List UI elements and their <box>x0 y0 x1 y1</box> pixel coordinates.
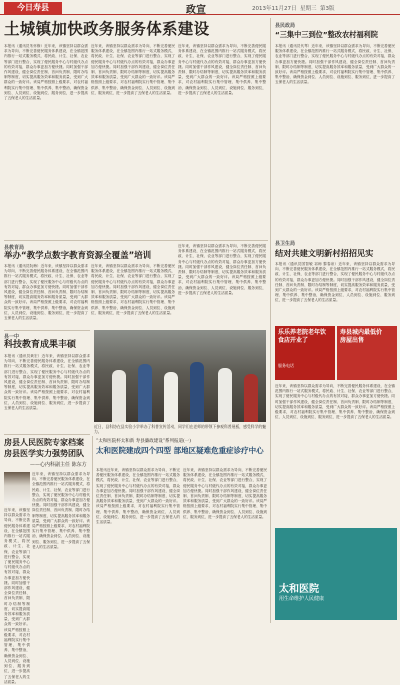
right-top-text: 近年来，该镇坚持以群众需求为导向，不断完善便民服务体系建设，在全镇范围内推行一站式服务模式，将民政、计生、社保、农业等部门进行整合，实现了便民服务中心与村级代办点的有效对接，群众办事更加方便快捷。同时加强干部作风建设，健全岗位责任制、首问负责制、限时办结制等制度，切实提高服务效率和服务质量，受到广大群众的一致好评。该局严格按照上级要求，对农村福利院实行集中管理、集中供养、集中整治，确保资金到位、人员到位、设施到位、服务到位，进一步提高了五保老人的生活质量。 <box>275 44 396 85</box>
divider-hospital <box>4 434 90 435</box>
series-text: 近年来，该镇坚持以群众需求为导向，不断完善便民服务体系建设，在全镇范围内推行一站式服务模式，将民政、计生、社保、农业等部门进行整合，实现了便民服务中心与村级代办点的有效对接，群众办事更加方便快捷。同时加强干部作风建设，健全岗位责任制、首问负责制、限时办结制等制度，切实提高服务效率和服务质量，受到广大群众的一致好评。该局严格按照上级要求，对农村福利院实行集中管理、集中供养、集中整治，确保资金到位、人员到位、设施到位、服务到位，进一步提高了五保老人的生活质量。 <box>96 468 181 525</box>
tech-body <box>4 354 90 430</box>
lead-body-col3: 近年来，该镇坚持以群众需求为导向，不断完善便民服务体系建设，在全镇范围内推行一站式服务模式，将民政、计生、社保、农业等部门进行整合，实现了便民服务中心与村级代办点的有效对接，群众办事更加方便快捷。同时加强干部作风建设，健全岗位责任制、首问负责制、限时办结制等制度，切实提高服务效率和服务质量，受到广大群众的一致好评。该局严格按照上级要求，对农村福利院实行集中管理、集中供养、集中整治，确保资金到位、人员到位、设施到位、服务到位，进一步提高了五保老人的生活质量。 <box>178 44 266 95</box>
ad2-line2: 房屋出售 <box>340 337 365 344</box>
ad1-phone: 服务电话 <box>278 363 294 368</box>
county-note-kicker: 县卫生局 <box>275 241 296 247</box>
training-text: 近年来，该镇坚持以群众需求为导向，不断完善便民服务体系建设，在全镇范围内推行一站式服务模式，将民政、计生、社保、农业等部门进行整合，实现了便民服务中心与村级代办点的有效对接，群众办事更加方便快捷。同时加强干部作风建设，健全岗位责任制、首问负责制、限时办结制等制度，切实提高服务效率和服务质量，受到广大群众的一致好评。该局严格按照上级要求，对农村福利院实行集中管理、集中供养、集中整治，确保资金到位、人员到位、设施到位、服务到位，进一步提高了五保老人的生活质量。 <box>4 264 89 321</box>
doctor-portrait <box>4 472 30 506</box>
series-body-col2: 近年来，该镇坚持以群众需求为导向，不断完善便民服务体系建设，在全镇范围内推行一站式服务模式，将民政、计生、社保、农业等部门进行整合，实现了便民服务中心与村级代办点的有效对接，群众办事更加方便快捷。同时加强干部作风建设，健全岗位责任制、首问负责制、限时办结制等制度，切实提高服务效率和服务质量，受到广大群众的一致好评。该局严格按照上级要求，对农村福利院实行集中管理、集中供养、集中整治，确保资金到位、人员到位、设施到位、服务到位，进一步提高了五保老人的生活质量。 <box>183 468 267 519</box>
ad-elderly-home <box>275 326 335 380</box>
training-headline: 举办“教学点数字教育资源全覆盖”培训 <box>4 251 152 261</box>
right-top-body <box>275 44 395 236</box>
news-photo <box>94 330 266 422</box>
ad-hospital-name: 太和医院 <box>279 584 319 595</box>
dateline <box>252 4 335 12</box>
photo-caption: 近日，县科协在县实验小学举办了科普宣传活动，同学们在老师的带领下参观科普展板，感受科学的魅力。 <box>94 424 266 435</box>
page-number: 第3版 <box>320 6 335 12</box>
tech-byline: 本报讯（通讯员黄宏） <box>4 354 42 358</box>
divider-series <box>92 436 93 623</box>
training-body-col3: 近年来，该镇坚持以群众需求为导向，不断完善便民服务体系建设，在全镇范围内推行一站式服务模式，将民政、计生、社保、农业等部门进行整合，实现了便民服务中心与村级代办点的有效对接，群众办事更加方便快捷。同时加强干部作风建设，健全岗位责任制、首问负责制、限时办结制等制度，切实提高服务效率和服务质量，受到广大群众的一致好评。该局严格按照上级要求，对农村福利院实行集中管理、集中供养、集中整治，确保资金到位、人员到位、设施到位、服务到位，进一步提高了五保老人的生活质量。 <box>178 244 266 295</box>
hospital-body: 近年来，该镇坚持以群众需求为导向，不断完善便民服务体系建设，在全镇范围内推行一站式服务模式，将民政、计生、社保、农业等部门进行整合，实现了便民服务中心与村级代办点的有效对接，群众办事更加方便快捷。同时加强干部作风建设，健全岗位责任制、首问负责制、限时办结制等制度，切实提高服务效率和服务质量，受到广大群众的一致好评。该局严格按照上级要求，对农村福利院实行集中管理、集中供养、集中整治，确保资金到位、人员到位、设施到位、服务到位，进一步提高了五保老人的生活质量。 <box>32 472 90 549</box>
divider-tech <box>4 330 90 331</box>
training-kicker: 县教育局 <box>4 245 25 251</box>
photo-figure <box>112 370 126 422</box>
lead-byline: 本报讯（通讯员朱怀修） <box>4 44 45 48</box>
lead-headline: 土城镇加快政务服务体系建设 <box>4 20 210 38</box>
ad1-line1: 乐乐养老院老年饮 <box>278 329 327 336</box>
lead-body-col1 <box>4 44 88 236</box>
issue-weekday: 星期三 <box>300 6 317 12</box>
series-body-col1 <box>96 468 180 620</box>
series-headline: 太和医院建成四个四型 部地区疑难危重症诊疗中心 <box>96 446 264 455</box>
training-byline: 本报讯（通讯员阮梅） <box>4 264 41 268</box>
ad-taihe-hospital <box>275 528 397 620</box>
series-byline: 本报讯 <box>96 468 107 472</box>
newspaper-logo: 今日寿县 <box>4 2 62 14</box>
photo-figure <box>164 372 178 422</box>
photo-figure <box>218 368 232 422</box>
divider-lead <box>4 240 268 241</box>
tech-text: 近年来，该镇坚持以群众需求为导向，不断完善便民服务体系建设，在全镇范围内推行一站式服务模式，将民政、计生、社保、农业等部门进行整合，实现了便民服务中心与村级代办点的有效对接，群众办事更加方便快捷。同时加强干部作风建设，健全岗位责任制、首问负责制、限时办结制等制度，切实提高服务效率和服务质量，受到广大群众的一致好评。该局严格按照上级要求，对农村福利院实行集中管理、集中供养、集中整治，确保资金到位、人员到位、设施到位、服务到位，进一步提高了五保老人的生活质量。 <box>4 354 91 411</box>
photo-figure <box>244 374 258 422</box>
county-note-headline: 结对共建文明新村招招见实 <box>275 248 374 258</box>
column-divider-right <box>270 18 271 623</box>
ad2-line1: 寿县城内最低价 <box>340 329 383 336</box>
training-body-col2: 近年来，该镇坚持以群众需求为导向，不断完善便民服务体系建设，在全镇范围内推行一站式服务模式，将民政、计生、社保、农业等部门进行整合，实现了便民服务中心与村级代办点的有效对接，群众办事更加方便快捷。同时加强干部作风建设，健全岗位责任制、首问负责制、限时办结制等制度，切实提高服务效率和服务质量，受到广大群众的一致好评。该局严格按照上级要求，对农村福利院实行集中管理、集中供养、集中整治，确保资金到位、人员到位、设施到位、服务到位，进一步提高了五保老人的生活质量。 <box>91 264 175 315</box>
hospital-headline-2: 房县医学实力强势团队 <box>4 449 84 458</box>
lead-body-col2: 近年来，该镇坚持以群众需求为导向，不断完善便民服务体系建设，在全镇范围内推行一站式服务模式，将民政、计生、社保、农业等部门进行整合，实现了便民服务中心与村级代办点的有效对接，群众办事更加方便快捷。同时加强干部作风建设，健全岗位责任制、首问负责制、限时办结制等制度，切实提高服务效率和服务质量，受到广大群众的一致好评。该局严格按照上级要求，对农村福利院实行集中管理、集中供养、集中整治，确保资金到位、人员到位、设施到位、服务到位，进一步提高了五保老人的生活质量。 <box>91 44 175 95</box>
right-lower-body: 近年来，该镇坚持以群众需求为导向，不断完善便民服务体系建设，在全镇范围内推行一站式服务模式，将民政、计生、社保、农业等部门进行整合，实现了便民服务中心与村级代办点的有效对接，群众办事更加方便快捷。同时加强干部作风建设，健全岗位责任制、首问负责制、限时办结制等制度，切实提高服务效率和服务质量，受到广大群众的一致好评。该局严格按照上级要求，对农村福利院实行集中管理、集中供养、集中整治，确保资金到位、人员到位、设施到位、服务到位，进一步提高了五保老人的生活质量。 <box>275 384 395 420</box>
ad-hospital-tag: 用生命维护人民健康 <box>279 596 325 602</box>
hospital-headline-1: 房县人民医院专家档案 <box>4 438 84 447</box>
right-top-byline: 本报讯（通讯员代琴） <box>275 44 312 48</box>
issue-date: 2013年11月27日 <box>252 6 297 12</box>
hospital-subhead: ——心内科副主任 陈东方 <box>30 462 87 468</box>
ad1-line2: 食店开业了 <box>278 337 309 344</box>
ad-property <box>337 326 397 380</box>
hospital-body-side: 近年来，该镇坚持以群众需求为导向，不断完善便民服务体系建设，在全镇范围内推行一站式服务模式，将民政、计生、社保、农业等部门进行整合，实现了便民服务中心与村级代办点的有效对接，群众办事更加方便快捷。同时加强干部作风建设，健全岗位责任制、首问负责制、限时办结制等制度，切实提高服务效率和服务质量，受到广大群众的一致好评。该局严格按照上级要求，对农村福利院实行集中管理、集中供养、集中整治，确保资金到位、人员到位、设施到位、服务到位，进一步提高了五保老人的生活质量。 <box>4 508 30 684</box>
series-kicker: “太和医院杯太和新 寿县廉政建设”系列报道(一) <box>96 439 192 444</box>
right-top-kicker: 县民政局 <box>275 23 296 29</box>
section-title: 政宣 <box>186 5 206 16</box>
tech-kicker: 县一中 <box>4 334 20 340</box>
training-body-col1 <box>4 264 88 326</box>
county-note-text: 近年来，该镇坚持以群众需求为导向，不断完善便民服务体系建设，在全镇范围内推行一站式服务模式，将民政、计生、社保、农业等部门进行整合，实现了便民服务中心与村级代办点的有效对接，群众办事更加方便快捷。同时加强干部作风建设，健全岗位责任制、首问负责制、限时办结制等制度，切实提高服务效率和服务质量，受到广大群众的一致好评。该局严格按照上级要求，对农村福利院实行集中管理、集中供养、集中整治，确保资金到位、人员到位、设施到位、服务到位，进一步提高了五保老人的生活质量。 <box>275 262 395 303</box>
right-top-headline: “三集中三到位”整改农村福利院 <box>275 30 378 39</box>
county-note-body <box>275 262 395 322</box>
photo-figure <box>190 362 204 422</box>
lead-text: 近年来，该镇坚持以群众需求为导向，不断完善便民服务体系建设，在全镇范围内推行一站式服务模式，将民政、计生、社保、农业等部门进行整合，实现了便民服务中心与村级代办点的有效对接，群众办事更加方便快捷。同时加强干部作风建设，健全岗位责任制、首问负责制、限时办结制等制度，切实提高服务效率和服务质量，受到广大群众的一致好评。该局严格按照上级要求，对农村福利院实行集中管理、集中供养、集中整治，确保资金到位、人员到位、设施到位、服务到位，进一步提高了五保老人的生活质量。 <box>4 44 88 101</box>
photo-figure <box>138 364 152 422</box>
county-note-byline: 本报讯（通讯员国智敏 祁师 黎春泉） <box>275 262 339 266</box>
tech-headline: 科技教育成果丰硕 <box>4 340 77 350</box>
